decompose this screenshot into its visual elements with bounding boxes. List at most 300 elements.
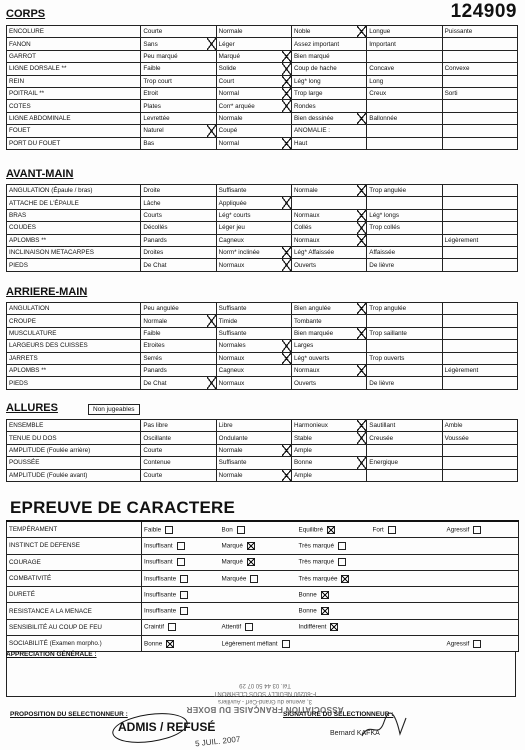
option-cell[interactable] xyxy=(442,444,517,456)
option-cell[interactable]: Rondes xyxy=(291,100,366,112)
option-cell[interactable] xyxy=(445,603,519,619)
option-label: Bonne xyxy=(298,607,317,615)
option-cell[interactable]: Lég* Affaissée xyxy=(291,246,366,258)
table-row xyxy=(7,570,519,586)
option-cell[interactable] xyxy=(142,636,220,652)
signature-scribble-icon xyxy=(360,712,410,742)
option-cell[interactable] xyxy=(442,209,517,221)
table-row xyxy=(7,303,518,315)
option-cell[interactable]: Lég* courts xyxy=(216,209,291,221)
option-cell[interactable] xyxy=(142,521,220,538)
arriere-main-table xyxy=(6,302,518,390)
option-cell[interactable]: Sorti xyxy=(442,87,517,99)
option-cell[interactable]: Panards xyxy=(141,364,216,376)
row-label xyxy=(7,603,142,619)
option-cell[interactable]: Normale xyxy=(216,444,291,456)
signature-label: SIGNATURE DU SELECTIONNEUR : xyxy=(283,711,394,718)
option-cell[interactable] xyxy=(142,538,220,554)
option-label: Attentif xyxy=(221,624,242,632)
table-row xyxy=(7,554,519,570)
option-cell[interactable] xyxy=(442,112,517,124)
stamp-line-3: F-60290 NEUILLY SOUS CLERMONT xyxy=(213,690,317,696)
table-row xyxy=(7,352,518,364)
option-cell[interactable]: Normaux xyxy=(216,259,291,271)
option-cell[interactable]: Suffisante xyxy=(216,303,291,315)
checkbox[interactable] xyxy=(341,575,349,583)
option-cell[interactable]: Harmonieux xyxy=(291,420,366,432)
option-cell[interactable]: Timide xyxy=(216,315,291,327)
option-cell[interactable]: Naturel xyxy=(141,125,216,137)
checkbox[interactable] xyxy=(247,542,255,550)
option-cell[interactable]: Normale xyxy=(216,469,291,481)
option-label: Marqué xyxy=(221,542,243,550)
option-cell[interactable] xyxy=(367,315,442,327)
option-cell[interactable] xyxy=(220,636,297,652)
option-cell[interactable]: Bien angulée xyxy=(291,303,366,315)
option-cell[interactable]: Lâche xyxy=(141,197,216,209)
option-cell[interactable]: Légèrement xyxy=(442,364,517,376)
checkbox[interactable] xyxy=(473,526,481,534)
row-label: AMPLITUDE (Foulée avant) xyxy=(7,469,141,481)
table-row xyxy=(7,222,518,234)
option-cell[interactable]: Amble xyxy=(442,420,517,432)
option-cell[interactable] xyxy=(220,554,297,570)
option-cell[interactable]: Courte xyxy=(141,469,216,481)
row-label: APLOMBS ** xyxy=(7,234,141,246)
option-cell[interactable] xyxy=(297,570,371,586)
option-cell[interactable] xyxy=(367,469,442,481)
option-label: Craintif xyxy=(144,624,164,632)
option-cell[interactable]: Lég* long xyxy=(291,75,366,87)
option-label: Insuffisante xyxy=(144,591,177,599)
option-cell[interactable] xyxy=(371,554,445,570)
option-cell[interactable]: Solide xyxy=(216,63,291,75)
option-label: Bonne xyxy=(298,591,317,599)
checkbox[interactable] xyxy=(330,623,338,631)
table-row xyxy=(7,432,518,444)
option-label: Indifférent xyxy=(298,624,327,632)
section-title-corps: CORPS xyxy=(6,8,46,20)
option-label: COURAGE xyxy=(9,558,41,566)
table-row xyxy=(7,87,518,99)
option-cell[interactable] xyxy=(442,246,517,258)
appreciation-label: APPRECIATION GÉNÉRALE : xyxy=(6,651,97,658)
checkbox[interactable] xyxy=(177,558,185,566)
option-cell[interactable]: Bien marqué xyxy=(291,50,366,62)
table-row xyxy=(7,246,518,258)
option-cell[interactable]: Ouverts xyxy=(291,259,366,271)
option-cell[interactable]: Courte xyxy=(141,444,216,456)
option-cell[interactable]: Noble xyxy=(291,26,366,38)
row-label: BRAS xyxy=(7,209,141,221)
row-label: ENCOLURE xyxy=(7,26,141,38)
option-cell[interactable] xyxy=(442,377,517,389)
option-cell[interactable]: Contenue xyxy=(141,457,216,469)
option-cell[interactable] xyxy=(297,603,371,619)
option-cell[interactable] xyxy=(220,570,297,586)
option-cell[interactable] xyxy=(142,570,220,586)
option-cell[interactable] xyxy=(371,619,445,635)
option-cell[interactable]: Bien marquée xyxy=(291,327,366,339)
option-cell[interactable]: Lég* ouverts xyxy=(291,352,366,364)
stamp-line-1: ASSOCIATION FRANÇAISE DU BOXER xyxy=(186,705,344,714)
table-row xyxy=(7,364,518,376)
table-row xyxy=(7,26,518,38)
option-cell[interactable]: De Chat xyxy=(141,377,216,389)
option-cell[interactable]: Affaissée xyxy=(367,246,442,258)
option-cell[interactable] xyxy=(367,340,442,352)
option-cell[interactable]: Normale xyxy=(216,112,291,124)
option-cell[interactable]: Normaux xyxy=(291,364,366,376)
option-label: Marqué xyxy=(221,558,243,566)
checkbox[interactable] xyxy=(250,575,258,583)
option-cell[interactable]: Ample xyxy=(291,469,366,481)
option-cell[interactable]: Coup de hache xyxy=(291,63,366,75)
option-cell[interactable]: Puissante xyxy=(442,26,517,38)
option-cell[interactable]: Normale xyxy=(216,26,291,38)
table-row xyxy=(7,197,518,209)
option-cell[interactable]: Haut xyxy=(291,137,366,149)
checkbox[interactable] xyxy=(177,542,185,550)
table-row xyxy=(7,137,518,149)
table-row xyxy=(7,112,518,124)
option-cell[interactable]: Normaux xyxy=(216,377,291,389)
checkbox[interactable] xyxy=(245,623,253,631)
option-cell[interactable] xyxy=(142,619,220,635)
option-cell[interactable]: Collés xyxy=(291,222,366,234)
option-cell[interactable]: Levrettée xyxy=(141,112,216,124)
option-label: Insuffisant xyxy=(144,558,173,566)
option-cell[interactable] xyxy=(297,521,371,538)
option-cell[interactable]: Oscillante xyxy=(141,432,216,444)
option-cell[interactable]: Normale xyxy=(141,315,216,327)
option-cell[interactable]: Trop collés xyxy=(367,222,442,234)
row-label: ANGULATION xyxy=(7,303,141,315)
option-cell[interactable]: Cagneux xyxy=(216,364,291,376)
option-cell[interactable] xyxy=(297,619,371,635)
option-cell[interactable] xyxy=(220,619,297,635)
row-label: TENUE DU DOS xyxy=(7,432,141,444)
option-cell[interactable]: Norm* inclinée xyxy=(216,246,291,258)
option-cell[interactable]: Energique xyxy=(367,457,442,469)
option-cell[interactable]: Faible xyxy=(141,63,216,75)
row-label: POITRAIL ** xyxy=(7,87,141,99)
table-row xyxy=(7,100,518,112)
option-cell[interactable] xyxy=(371,587,445,603)
caractere-title: EPREUVE DE CARACTERE xyxy=(10,498,236,517)
option-cell[interactable]: Sautillant xyxy=(367,420,442,432)
option-cell[interactable]: Libre xyxy=(216,420,291,432)
option-cell[interactable]: Panards xyxy=(141,234,216,246)
option-cell[interactable] xyxy=(442,75,517,87)
option-cell[interactable] xyxy=(445,538,519,554)
option-cell[interactable]: Trop ouverts xyxy=(367,352,442,364)
option-label: Faible xyxy=(144,526,162,534)
corps-table xyxy=(6,25,518,150)
checkbox[interactable] xyxy=(388,526,396,534)
checkbox[interactable] xyxy=(321,607,329,615)
row-label: GARROT xyxy=(7,50,141,62)
checkbox[interactable] xyxy=(165,526,173,534)
option-cell[interactable]: Droites xyxy=(141,246,216,258)
row-label: LIGNE ABDOMINALE xyxy=(7,112,141,124)
option-cell[interactable]: ANOMALIE : xyxy=(291,125,366,137)
option-cell[interactable]: Bas xyxy=(141,137,216,149)
option-cell[interactable]: Trop angulée xyxy=(367,185,442,197)
verdict-text: ADMIS / REFUSÉ xyxy=(118,720,216,734)
option-cell[interactable] xyxy=(367,364,442,376)
option-label: SOCIABILITÉ (Examen morpho.) xyxy=(9,640,102,648)
table-row xyxy=(7,340,518,352)
option-cell[interactable] xyxy=(442,469,517,481)
option-cell[interactable]: Droite xyxy=(141,185,216,197)
option-cell[interactable]: Important xyxy=(367,38,442,50)
non-jugeables-box[interactable]: Non jugeables xyxy=(88,404,140,415)
row-label: PIEDS xyxy=(7,259,141,271)
option-label: Marquée xyxy=(221,575,247,583)
option-cell[interactable] xyxy=(220,603,297,619)
option-cell[interactable]: Faible xyxy=(141,327,216,339)
option-cell[interactable]: Trop angulée xyxy=(367,303,442,315)
option-cell[interactable] xyxy=(297,587,371,603)
row-label: ANGULATION (Épaule / bras) xyxy=(7,185,141,197)
option-label: Fort xyxy=(372,526,384,534)
option-cell[interactable] xyxy=(367,197,442,209)
option-label: COMBATIVITÉ xyxy=(9,575,52,583)
checkbox[interactable] xyxy=(327,526,335,534)
checkbox[interactable] xyxy=(282,640,290,648)
option-cell[interactable]: Long xyxy=(367,75,442,87)
option-cell[interactable]: Assez important xyxy=(291,38,366,50)
row-label: REIN xyxy=(7,75,141,87)
option-cell[interactable]: Longue xyxy=(367,26,442,38)
row-label: PIEDS xyxy=(7,377,141,389)
option-cell[interactable] xyxy=(442,457,517,469)
option-label: INSTINCT DE DEFENSE xyxy=(9,542,80,550)
checkbox[interactable] xyxy=(338,558,346,566)
option-label: Agressif xyxy=(446,526,470,534)
row-label: POUSSÉE xyxy=(7,457,141,469)
option-cell[interactable]: Creusée xyxy=(367,432,442,444)
option-cell[interactable]: Normaux xyxy=(291,209,366,221)
option-cell[interactable]: Voussée xyxy=(442,432,517,444)
option-cell[interactable]: Serrés xyxy=(141,352,216,364)
option-cell[interactable] xyxy=(142,603,220,619)
option-cell[interactable] xyxy=(442,315,517,327)
option-label: Agressif xyxy=(446,640,470,648)
option-cell[interactable]: Lég* longs xyxy=(367,209,442,221)
option-cell[interactable] xyxy=(220,587,297,603)
option-cell[interactable]: Trop saillante xyxy=(367,327,442,339)
avant-main-table xyxy=(6,184,518,272)
option-cell[interactable]: Sans xyxy=(141,38,216,50)
option-cell[interactable]: De Chat xyxy=(141,259,216,271)
option-cell[interactable]: Normal xyxy=(216,87,291,99)
option-cell[interactable]: Peu marqué xyxy=(141,50,216,62)
option-cell[interactable] xyxy=(442,100,517,112)
option-cell[interactable] xyxy=(442,137,517,149)
option-cell[interactable] xyxy=(297,538,371,554)
table-row xyxy=(7,444,518,456)
option-cell[interactable]: Ample xyxy=(291,444,366,456)
checkbox[interactable] xyxy=(180,575,188,583)
option-cell[interactable]: Ondulante xyxy=(216,432,291,444)
option-cell[interactable] xyxy=(445,570,519,586)
option-cell[interactable]: Normales xyxy=(216,340,291,352)
option-cell[interactable]: Normal xyxy=(216,137,291,149)
row-label: PORT DU FOUET xyxy=(7,137,141,149)
date-stamp: 5 JUIL. 2007 xyxy=(194,734,241,749)
option-cell[interactable] xyxy=(371,636,445,652)
section-title-arriere-main: ARRIERE-MAIN xyxy=(6,286,88,298)
option-cell[interactable]: Léger xyxy=(216,38,291,50)
checkbox[interactable] xyxy=(166,640,174,648)
option-cell[interactable] xyxy=(367,137,442,149)
option-cell[interactable]: Concave xyxy=(367,63,442,75)
option-cell[interactable] xyxy=(291,197,366,209)
option-cell[interactable]: Trop large xyxy=(291,87,366,99)
option-cell[interactable] xyxy=(442,185,517,197)
option-cell[interactable]: Ballonnée xyxy=(367,112,442,124)
option-cell[interactable]: De lièvre xyxy=(367,259,442,271)
option-cell[interactable] xyxy=(371,538,445,554)
option-cell[interactable] xyxy=(220,538,297,554)
option-cell[interactable] xyxy=(442,303,517,315)
option-cell[interactable]: Normaux xyxy=(216,352,291,364)
row-label xyxy=(7,538,142,554)
option-cell[interactable]: Cagneux xyxy=(216,234,291,246)
option-cell[interactable] xyxy=(445,521,519,538)
row-label: FANON xyxy=(7,38,141,50)
option-cell[interactable] xyxy=(297,636,371,652)
option-cell[interactable]: Convexe xyxy=(442,63,517,75)
option-label: Bonne xyxy=(144,640,163,648)
row-label: MUSCULATURE xyxy=(7,327,141,339)
table-row xyxy=(7,209,518,221)
option-cell[interactable] xyxy=(367,125,442,137)
table-row xyxy=(7,538,519,554)
option-cell[interactable]: Suffisante xyxy=(216,457,291,469)
option-cell[interactable]: Larges xyxy=(291,340,366,352)
option-cell[interactable]: De lièvre xyxy=(367,377,442,389)
option-cell[interactable] xyxy=(442,259,517,271)
table-row xyxy=(7,234,518,246)
checkbox[interactable] xyxy=(237,526,245,534)
option-cell[interactable]: Suffisante xyxy=(216,327,291,339)
table-row xyxy=(7,420,518,432)
row-label: CROUPE xyxy=(7,315,141,327)
option-cell[interactable]: Plates xyxy=(141,100,216,112)
checkbox[interactable] xyxy=(180,591,188,599)
row-label: ATTACHE DE L'ÉPAULE xyxy=(7,197,141,209)
option-cell[interactable]: Pas libre xyxy=(141,420,216,432)
row-label xyxy=(7,570,142,586)
checkbox[interactable] xyxy=(321,591,329,599)
row-label: LIGNE DORSALE ** xyxy=(7,63,141,75)
checkbox[interactable] xyxy=(180,607,188,615)
table-row xyxy=(7,50,518,62)
option-cell[interactable] xyxy=(142,554,220,570)
checkbox[interactable] xyxy=(247,558,255,566)
option-cell[interactable]: Marqué xyxy=(216,50,291,62)
option-cell[interactable] xyxy=(442,327,517,339)
option-cell[interactable] xyxy=(442,125,517,137)
option-label: Equilibré xyxy=(298,526,324,534)
option-cell[interactable]: Léger jeu xyxy=(216,222,291,234)
option-cell[interactable]: Appliquée xyxy=(216,197,291,209)
option-cell[interactable]: Peu angulée xyxy=(141,303,216,315)
option-cell[interactable]: Normale xyxy=(291,185,366,197)
row-label xyxy=(7,554,142,570)
option-cell[interactable] xyxy=(442,38,517,50)
table-row xyxy=(7,457,518,469)
option-cell[interactable]: Court xyxy=(216,75,291,87)
row-label: APLOMBS ** xyxy=(7,364,141,376)
checkbox[interactable] xyxy=(338,542,346,550)
row-label: INCLINAISON METACARPES xyxy=(7,246,141,258)
proposition-label: PROPOSITION DU SELECTIONNEUR : xyxy=(10,711,128,718)
option-cell[interactable] xyxy=(142,587,220,603)
option-cell[interactable] xyxy=(445,636,519,652)
checkbox[interactable] xyxy=(168,623,176,631)
option-cell[interactable] xyxy=(297,554,371,570)
option-cell[interactable]: Légèrement xyxy=(442,234,517,246)
option-cell[interactable]: Creux xyxy=(367,87,442,99)
option-cell[interactable] xyxy=(442,50,517,62)
option-cell[interactable] xyxy=(445,619,519,635)
row-label xyxy=(7,521,142,538)
option-cell[interactable]: Suffisante xyxy=(216,185,291,197)
option-cell[interactable]: Courts xyxy=(141,209,216,221)
option-label: SENSIBILITÉ AU COUP DE FEU xyxy=(9,623,102,631)
option-cell[interactable]: Ouverts xyxy=(291,377,366,389)
option-cell[interactable] xyxy=(442,352,517,364)
option-cell[interactable] xyxy=(371,570,445,586)
option-cell[interactable]: Etroit xyxy=(141,87,216,99)
signer-name: Bernard KAFKA xyxy=(330,730,380,737)
option-cell[interactable]: Corr* arquée xyxy=(216,100,291,112)
option-cell[interactable] xyxy=(442,340,517,352)
option-cell[interactable] xyxy=(367,444,442,456)
option-cell[interactable]: Tombante xyxy=(291,315,366,327)
option-cell[interactable] xyxy=(220,521,297,538)
option-cell[interactable] xyxy=(367,234,442,246)
row-label: LARGEURS DES CUISSES xyxy=(7,340,141,352)
table-row xyxy=(7,469,518,481)
option-cell[interactable]: Etroites xyxy=(141,340,216,352)
option-cell[interactable]: Trop court xyxy=(141,75,216,87)
option-cell[interactable]: Bonne xyxy=(291,457,366,469)
option-label: Très marqué xyxy=(298,558,334,566)
option-cell[interactable] xyxy=(367,50,442,62)
option-cell[interactable]: Coupé xyxy=(216,125,291,137)
option-cell[interactable]: Courte xyxy=(141,26,216,38)
option-cell[interactable] xyxy=(445,554,519,570)
option-cell[interactable] xyxy=(367,100,442,112)
option-cell[interactable] xyxy=(445,587,519,603)
option-cell[interactable] xyxy=(442,197,517,209)
option-cell[interactable] xyxy=(371,603,445,619)
option-cell[interactable] xyxy=(442,222,517,234)
checkbox[interactable] xyxy=(473,640,481,648)
option-cell[interactable]: Décollés xyxy=(141,222,216,234)
section-title-allures: ALLURES xyxy=(6,402,58,414)
option-cell[interactable] xyxy=(371,521,445,538)
option-cell[interactable]: Normaux xyxy=(291,234,366,246)
option-label: Bon xyxy=(221,526,233,534)
option-cell[interactable]: Bien dessinée xyxy=(291,112,366,124)
option-cell[interactable]: Stable xyxy=(291,432,366,444)
